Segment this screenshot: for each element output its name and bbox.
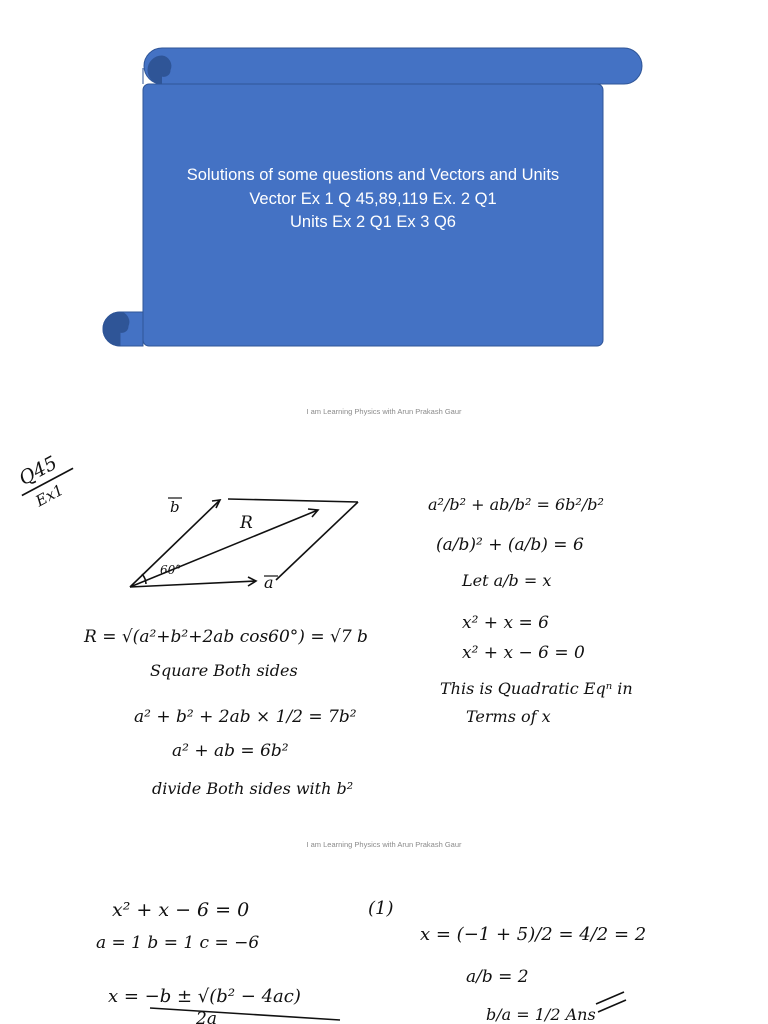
left-step-1: x² + x − 6 = 0 [112, 899, 250, 921]
resultant-label: R [240, 513, 253, 533]
exercise-tag: Ex1 [32, 480, 67, 511]
right-step-3: Let a/b = x [462, 571, 552, 590]
title-line-3: Units Ex 2 Q1 Ex 3 Q6 [290, 213, 456, 231]
notes-page-2 [0, 840, 768, 1024]
notes-page-1 [0, 400, 768, 840]
right-step-1: a²/b² + ab/b² = 6b²/b² [428, 495, 604, 514]
right-step-2: a/b = 2 [466, 967, 529, 987]
left-step-4: 2a [196, 1009, 217, 1024]
left-step-3: a² + b² + 2ab × 1/2 = 7b² [134, 707, 357, 727]
right-step-2: (a/b)² + (a/b) = 6 [436, 535, 584, 555]
title-text [143, 164, 603, 235]
vector-b-label: b [170, 498, 180, 516]
left-step-2: a = 1 b = 1 c = −6 [96, 933, 260, 953]
angle-label: 60° [160, 563, 182, 577]
vector-a-label: a [264, 573, 274, 592]
title-line-1: Solutions of some questions and Vectors and Units [186, 166, 560, 184]
question-tag: Q45 [15, 451, 61, 491]
left-step-1: R = √(a²+b²+2ab cos60°) = √7 b [84, 627, 368, 647]
handwritten-notes [0, 400, 768, 840]
right-step-3: b/a = 1/2 Ans [486, 1005, 596, 1024]
page-footer: I am Learning Physics with Arun Prakash Gaur [306, 407, 462, 416]
right-step-4: x² + x = 6 [462, 613, 549, 633]
title-line-2: Vector Ex 1 Q 45,89,119 Ex. 2 Q1 [249, 189, 497, 208]
case-label: (1) [368, 898, 394, 919]
right-step-1: x = (−1 + 5)/2 = 4/2 = 2 [420, 924, 647, 945]
left-step-4: a² + ab = 6b² [172, 741, 289, 761]
left-step-5: divide Both sides with b² [152, 779, 354, 798]
right-step-6: This is Quadratic Eqⁿ in [440, 679, 633, 698]
right-step-7: Terms of x [466, 707, 551, 726]
left-step-2: Square Both sides [150, 661, 298, 680]
left-step-3: x = −b ± √(b² − 4ac) [108, 986, 301, 1007]
title-slide [0, 0, 768, 400]
page-footer: I am Learning Physics with Arun Prakash Gaur [306, 840, 462, 849]
right-step-5: x² + x − 6 = 0 [462, 643, 585, 663]
handwritten-notes [0, 840, 768, 1024]
